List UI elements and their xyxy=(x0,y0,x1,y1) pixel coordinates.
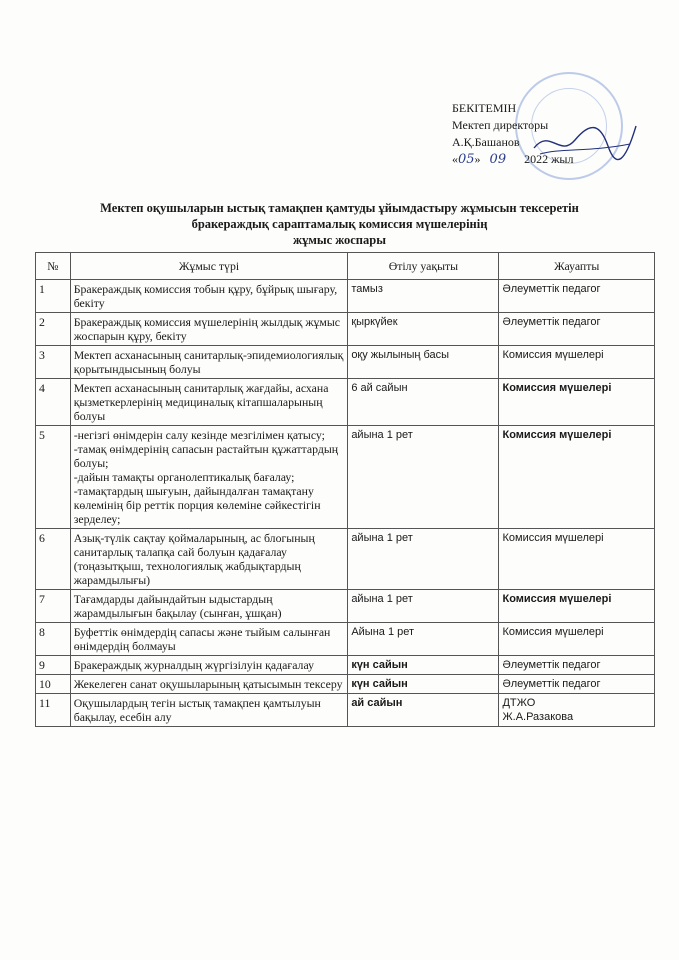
row-number: 4 xyxy=(36,379,71,426)
work-plan-table xyxy=(35,252,655,727)
header-time: Өтілу уақыты xyxy=(348,253,499,280)
work-text: Бракераждық комиссия тобын құру, бұйрық шығару, бекіту xyxy=(73,282,338,310)
work-text: Мектеп асханасының санитарлық-эпидемиологиялық қорытындысының болуы xyxy=(73,348,344,376)
title-line-2: бракераждық сараптамалық комиссия мүшелерінің xyxy=(191,217,488,231)
table-row xyxy=(36,675,655,694)
date-month: 09 xyxy=(489,152,507,167)
date-day: 05 xyxy=(458,152,475,167)
row-work xyxy=(70,590,348,623)
table-row xyxy=(36,379,655,426)
row-time: 6 ай сайын xyxy=(348,379,499,426)
row-responsible xyxy=(499,426,655,529)
row-responsible xyxy=(499,280,655,313)
responsible-text: ДТЖО xyxy=(502,697,536,709)
approval-block xyxy=(452,100,573,168)
table-row xyxy=(36,426,655,529)
work-text: Бракераждық журналдың жүргізілуін қадағалау xyxy=(73,658,314,672)
row-work xyxy=(70,675,348,694)
row-time: күн сайын xyxy=(348,675,499,694)
table-row xyxy=(36,590,655,623)
approval-date xyxy=(452,151,573,168)
work-text: Буфеттік өнімдердің сапасы және тыйым салынған өнімдердің болмауы xyxy=(73,625,331,653)
row-time: күн сайын xyxy=(348,656,499,675)
responsible-text: Комиссия мүшелері xyxy=(502,532,604,544)
work-text: Бракераждық комиссия мүшелерінің жылдық жұмыс жоспарын құру, бекіту xyxy=(73,315,340,343)
title-line-1: Мектеп оқушыларын ыстық тамақпен қамтуды ұйымдастыру жұмысын тексеретін xyxy=(100,201,579,215)
table-row xyxy=(36,529,655,590)
row-time: оқу жылының басы xyxy=(348,346,499,379)
row-work xyxy=(70,379,348,426)
table-row xyxy=(36,623,655,656)
row-number: 7 xyxy=(36,590,71,623)
responsible-text: Комиссия мүшелері xyxy=(502,626,604,638)
responsible-text: Әлеуметтік педагог xyxy=(502,659,601,671)
table-row xyxy=(36,313,655,346)
row-number: 11 xyxy=(36,694,71,727)
row-time: қыркүйек xyxy=(348,313,499,346)
approval-title: БЕКІТЕМІН xyxy=(452,101,517,115)
work-text: Тағамдарды дайындайтын ыдыстардың жарамдылығын бақылау (сынған, ұшқан) xyxy=(73,592,282,620)
date-year: 2022 жыл xyxy=(524,152,574,166)
document-title xyxy=(0,200,679,248)
work-text: Жекелеген санат оқушыларының қатысымын тексеру xyxy=(73,677,343,691)
row-number: 5 xyxy=(36,426,71,529)
row-time: айына 1 рет xyxy=(348,426,499,529)
row-work xyxy=(70,694,348,727)
responsible-text: Комиссия мүшелері xyxy=(502,429,612,441)
row-work xyxy=(70,280,348,313)
row-number: 9 xyxy=(36,656,71,675)
row-responsible xyxy=(499,694,655,727)
row-responsible xyxy=(499,590,655,623)
header-work-type: Жұмыс түрі xyxy=(70,253,348,280)
row-responsible xyxy=(499,379,655,426)
row-time: айына 1 рет xyxy=(348,590,499,623)
work-text: -тамақтардың шығуын, дайындалған тамақтану көлемінің бір реттік порция көлеміне сәйкестігін зерделеу; xyxy=(73,484,321,526)
work-text: Мектеп асханасының санитарлық жағдайы, асхана қызметкерлерінің медициналық кітапшаларының болуы xyxy=(73,381,329,423)
row-number: 8 xyxy=(36,623,71,656)
row-work xyxy=(70,529,348,590)
work-text: -дайын тамақты органолептикалық бағалау; xyxy=(73,470,295,484)
table-row xyxy=(36,346,655,379)
row-time: Айына 1 рет xyxy=(348,623,499,656)
approval-position: Мектеп директоры xyxy=(452,118,549,132)
row-work xyxy=(70,623,348,656)
responsible-text: Комиссия мүшелері xyxy=(502,593,612,605)
row-work xyxy=(70,313,348,346)
row-work xyxy=(70,426,348,529)
row-time: тамыз xyxy=(348,280,499,313)
responsible-text: Әлеуметтік педагог xyxy=(502,283,601,295)
row-work xyxy=(70,656,348,675)
date-close-quote: » xyxy=(474,152,481,166)
header-responsible: Жауапты xyxy=(499,253,655,280)
table-header-row xyxy=(36,253,655,280)
row-time: айына 1 рет xyxy=(348,529,499,590)
responsible-text: Комиссия мүшелері xyxy=(502,382,612,394)
row-work xyxy=(70,346,348,379)
date-open-quote: « xyxy=(452,152,458,166)
row-responsible xyxy=(499,529,655,590)
responsible-text: Әлеуметтік педагог xyxy=(502,678,601,690)
work-text: Азық-түлік сақтау қоймаларының, ас блогының санитарлық талапқа сай болуын қадағалау (тоңазытқыш, технологиялық жабдықтардың жарамдылығы) xyxy=(73,531,315,587)
row-number: 10 xyxy=(36,675,71,694)
row-responsible xyxy=(499,656,655,675)
approval-director-name: А.Қ.Башанов xyxy=(452,135,520,149)
responsible-text: Әлеуметтік педагог xyxy=(502,316,601,328)
row-responsible xyxy=(499,313,655,346)
row-responsible xyxy=(499,346,655,379)
row-number: 2 xyxy=(36,313,71,346)
table-row xyxy=(36,694,655,727)
row-time: ай сайын xyxy=(348,694,499,727)
responsible-name: Ж.А.Разакова xyxy=(502,711,574,723)
header-number: № xyxy=(36,253,71,280)
row-responsible xyxy=(499,675,655,694)
table-row xyxy=(36,280,655,313)
responsible-text: Комиссия мүшелері xyxy=(502,349,604,361)
row-responsible xyxy=(499,623,655,656)
work-text: -тамақ өнімдерінің сапасын растайтын құжаттардың болуы; xyxy=(73,442,339,470)
row-number: 1 xyxy=(36,280,71,313)
title-line-3: жұмыс жоспары xyxy=(293,233,386,247)
row-number: 6 xyxy=(36,529,71,590)
work-text: -негізгі өнімдерін салу кезінде мезгілімен қатысу; xyxy=(73,428,325,442)
work-text: Оқушылардың тегін ыстық тамақпен қамтылуын бақылау, есебін алу xyxy=(73,696,321,724)
table-row xyxy=(36,656,655,675)
row-number: 3 xyxy=(36,346,71,379)
